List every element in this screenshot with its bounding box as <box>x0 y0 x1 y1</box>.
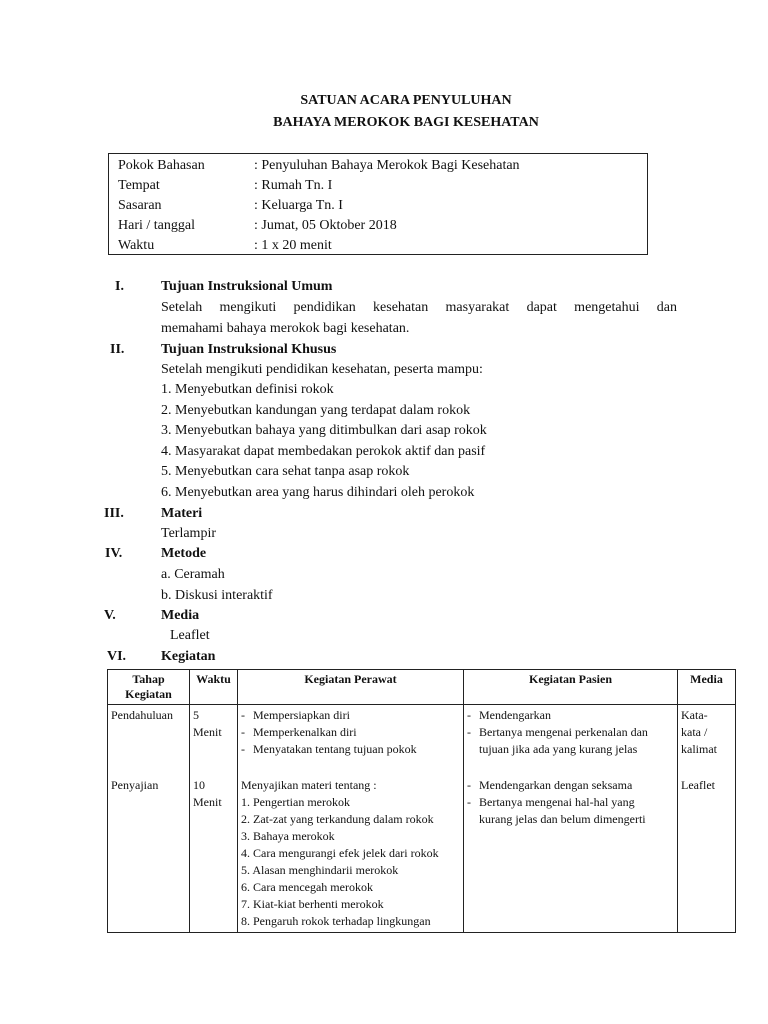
info-value: : 1 x 20 menit <box>254 238 332 253</box>
section-body-line: Setelah mengikuti pendidikan kesehatan masyarakat dapat mengetahui dan <box>161 300 677 315</box>
list-item: - Memperkenalkan diri <box>241 725 357 739</box>
section-number: V. <box>104 608 116 623</box>
info-value: : Penyuluhan Bahaya Merokok Bagi Kesehatan <box>254 158 520 173</box>
cell-tahap <box>108 705 190 772</box>
list-item: 2. Menyebutkan kandungan yang terdapat dalam rokok <box>161 403 471 418</box>
section-number: II. <box>110 342 125 357</box>
cell-media <box>678 771 736 933</box>
cell-text: Pendahuluan <box>111 708 173 722</box>
cell-waktu <box>190 771 238 933</box>
header-kegiatan-pasien <box>464 670 678 705</box>
section-number: III. <box>104 506 124 521</box>
section-heading-media: Media <box>161 608 200 623</box>
cell-text: Menit <box>193 795 222 809</box>
activity-table <box>107 669 736 933</box>
list-item: - Bertanya mengenai perkenalan dan <box>467 725 648 739</box>
info-label: Pokok Bahasan <box>118 158 205 173</box>
cell-text: Kata- <box>681 708 708 722</box>
list-item: - Mendengarkan <box>467 708 551 722</box>
info-value: : Rumah Tn. I <box>254 178 333 193</box>
list-item: - Bertanya mengenai hal-hal yang <box>467 795 635 809</box>
cell-text: Menit <box>193 725 222 739</box>
list-item: - Mempersiapkan diri <box>241 708 350 722</box>
cell-text: Leaflet <box>681 778 715 792</box>
cell-text: Mendengarkan <box>479 708 551 722</box>
info-label: Hari / tanggal <box>118 218 195 233</box>
cell-text: Mendengarkan dengan seksama <box>479 778 633 792</box>
document-subtitle: BAHAYA MEROKOK BAGI KESEHATAN <box>273 115 539 130</box>
cell-text: kata / <box>681 725 708 739</box>
header-text: Kegiatan Perawat <box>304 672 397 686</box>
header-text: Media <box>690 672 723 686</box>
info-label: Sasaran <box>118 198 162 213</box>
cell-text: Menyatakan tentang tujuan pokok <box>253 742 417 756</box>
list-item: 5. Menyebutkan cara sehat tanpa asap rokok <box>161 464 410 479</box>
list-item: 3. Menyebutkan bahaya yang ditimbulkan dari asap rokok <box>161 423 487 438</box>
cell-pasien <box>464 771 678 933</box>
cell-perawat <box>238 771 464 933</box>
list-item: 6. Menyebutkan area yang harus dihindari oleh perokok <box>161 485 475 500</box>
header-text: Kegiatan <box>125 687 172 701</box>
list-item: b. Diskusi interaktif <box>161 588 273 603</box>
list-item: 8. Pengaruh rokok terhadap lingkungan <box>241 914 431 928</box>
section-intro: Setelah mengikuti pendidikan kesehatan, peserta mampu: <box>161 362 483 377</box>
section-number: I. <box>115 279 124 294</box>
cell-text: kurang jelas dan belum dimengerti <box>479 812 646 826</box>
section-body-line: Leaflet <box>170 628 210 643</box>
list-item: - Menyatakan tentang tujuan pokok <box>241 742 417 756</box>
header-tahap-kegiatan <box>108 670 190 705</box>
list-item: 6. Cara mencegah merokok <box>241 880 373 894</box>
cell-text: Bertanya mengenai hal-hal yang <box>479 795 635 809</box>
cell-text: 10 <box>193 778 205 792</box>
list-item: 7. Kiat-kiat berhenti merokok <box>241 897 384 911</box>
section-heading-metode: Metode <box>161 546 207 561</box>
section-body-line: memahami bahaya merokok bagi kesehatan. <box>161 321 410 336</box>
header-waktu <box>190 670 238 705</box>
section-heading-tujuan-umum: Tujuan Instruksional Umum <box>161 279 333 294</box>
list-item: 1. Menyebutkan definisi rokok <box>161 382 334 397</box>
header-text: Tahap <box>132 672 165 686</box>
info-label: Waktu <box>118 238 155 253</box>
cell-text: kalimat <box>681 742 717 756</box>
cell-media <box>678 705 736 772</box>
cell-text: Bertanya mengenai perkenalan dan <box>479 725 648 739</box>
info-value: : Jumat, 05 Oktober 2018 <box>254 218 397 233</box>
section-heading-materi: Materi <box>161 506 203 521</box>
cell-perawat <box>238 705 464 772</box>
list-item: 4. Masyarakat dapat membedakan perokok aktif dan pasif <box>161 444 486 459</box>
header-text: Kegiatan Pasien <box>529 672 612 686</box>
info-value: : Keluarga Tn. I <box>254 198 343 213</box>
info-label: Tempat <box>118 178 160 193</box>
section-heading-tujuan-khusus: Tujuan Instruksional Khusus <box>161 342 337 357</box>
table-header-row <box>108 670 736 705</box>
cell-text: Penyajian <box>111 778 159 792</box>
info-box <box>108 153 648 255</box>
section-body-line: Terlampir <box>161 526 216 541</box>
document-title: SATUAN ACARA PENYULUHAN <box>300 93 512 108</box>
header-kegiatan-perawat <box>238 670 464 705</box>
list-item <box>467 741 674 758</box>
table-row <box>108 705 736 772</box>
cell-waktu <box>190 705 238 772</box>
list-item: 2. Zat-zat yang terkandung dalam rokok <box>241 812 434 826</box>
header-media <box>678 670 736 705</box>
list-item: - Mendengarkan dengan seksama <box>467 778 633 792</box>
section-number: IV. <box>105 546 123 561</box>
section-number: VI. <box>107 649 127 664</box>
cell-pasien <box>464 705 678 772</box>
table-row <box>108 771 736 933</box>
cell-text: Memperkenalkan diri <box>253 725 357 739</box>
list-item: 3. Bahaya merokok <box>241 829 335 843</box>
cell-text: Mempersiapkan diri <box>253 708 350 722</box>
list-item: 5. Alasan menghindarii merokok <box>241 863 399 877</box>
list-item: 1. Pengertian merokok <box>241 795 350 809</box>
cell-text: 5 <box>193 708 199 722</box>
list-item: a. Ceramah <box>161 567 225 582</box>
header-text: Waktu <box>196 672 231 686</box>
section-heading-kegiatan: Kegiatan <box>161 649 216 664</box>
cell-text: tujuan jika ada yang kurang jelas <box>479 742 638 756</box>
list-item <box>467 811 674 828</box>
cell-tahap <box>108 771 190 933</box>
list-item: 4. Cara mengurangi efek jelek dari rokok <box>241 846 439 860</box>
cell-text: Menyajikan materi tentang : <box>241 778 377 792</box>
